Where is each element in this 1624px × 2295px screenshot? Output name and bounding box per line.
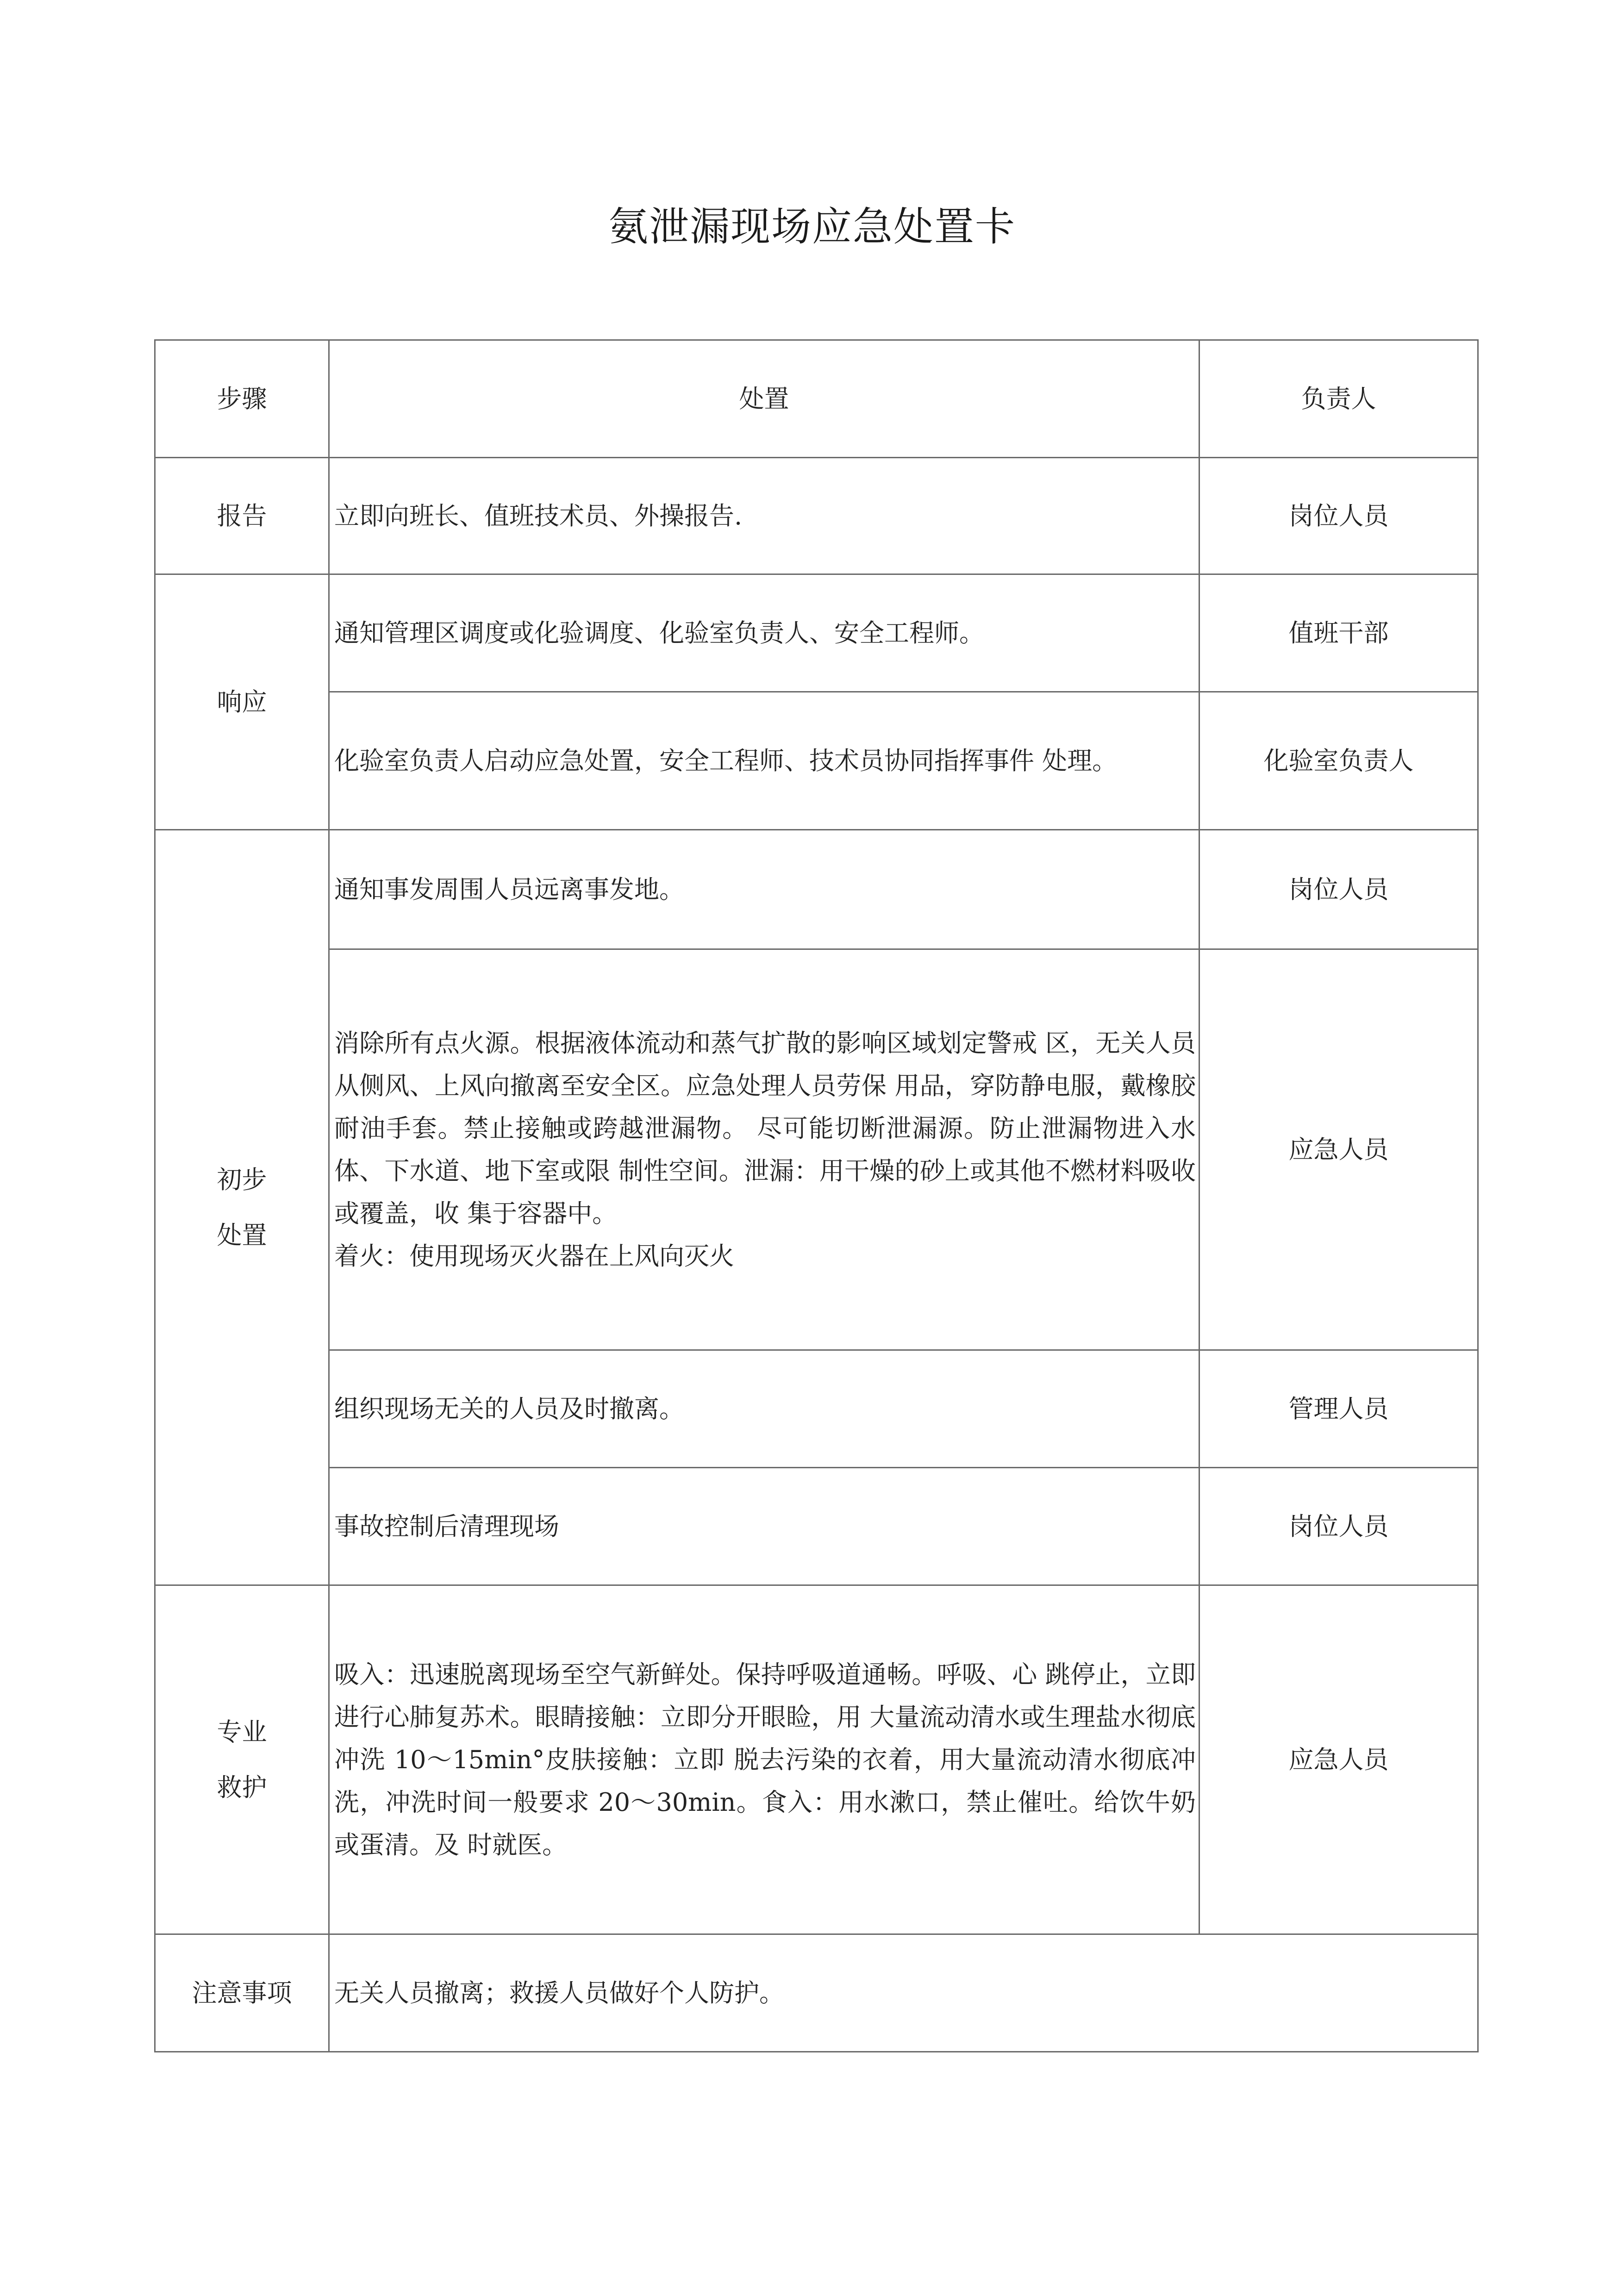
notes-cell: 无关人员撤离；救援人员做好个人防护。 (329, 1934, 1478, 2052)
header-row (155, 340, 1478, 458)
action-text: 吸入：迅速脱离现场至空气新鲜处。保持呼吸道通畅。呼吸、心 跳停止，立即进行心肺复苏术。眼睛接触：立即分开眼睑，用 大量流动清水或生理盐水彻底冲洗 10〜15min°皮肤接触：立即 脱去污染的衣着，用大量流动清水彻底冲洗，冲洗时间一般要求 20〜30min。食入：用水漱口，禁止催吐。给饮牛奶或蛋清。及 时就医。 (334, 1659, 1196, 1859)
action-cell (329, 692, 1199, 830)
action-text: 化验室负责人启动应急处置，安全工程师、技术员协同指挥事件 处理。 (334, 746, 1118, 775)
table-row (155, 1350, 1478, 1468)
action-cell (329, 949, 1199, 1350)
document-title: 氨泄漏现场应急处置卡 (608, 204, 1016, 250)
table-row (155, 458, 1478, 574)
step-rescue (155, 1585, 329, 1934)
action-cell: 立即向班长、值班技术员、外操报告. (329, 458, 1199, 574)
table-row (155, 830, 1478, 949)
action-cell: 通知管理区调度或化验调度、化验室负责人、安全工程师。 (329, 574, 1199, 692)
owner-cell: 岗位人员 (1199, 830, 1478, 949)
owner-cell: 管理人员 (1199, 1350, 1478, 1468)
table-row (155, 692, 1478, 830)
action-text: 消除所有点火源。根据液体流动和蒸气扩散的影响区域划定警戒 区，无关人员从侧风、上风向撤离至安全区。应急处理人员劳保 用品，穿防静电服，戴橡胶耐油手套。禁止接触或跨越泄漏物。 尽可能切断泄漏源。防止泄漏物进入水体、下水道、地下室或限 制性空间。泄漏：用干燥的砂上或其他不燃材料吸收或覆盖，收 集于容器中。 (334, 1028, 1196, 1228)
owner-cell: 岗位人员 (1199, 1468, 1478, 1585)
step-initial (155, 830, 329, 1585)
step-notes: 注意事项 (155, 1934, 329, 2052)
step-label-line: 救护 (217, 1772, 267, 1802)
action-cell: 通知事发周围人员远离事发地。 (329, 830, 1199, 949)
owner-cell: 化验室负责人 (1199, 692, 1478, 830)
table-row (155, 1934, 1478, 2052)
step-respond: 响应 (155, 574, 329, 830)
owner-cell: 应急人员 (1199, 949, 1478, 1350)
table-row (155, 574, 1478, 692)
table-row (155, 949, 1478, 1350)
table-row (155, 1468, 1478, 1585)
owner-cell: 值班干部 (1199, 574, 1478, 692)
step-label-line: 处置 (217, 1220, 267, 1250)
header-owner: 负责人 (1199, 340, 1478, 458)
step-label-line: 初步 (217, 1165, 267, 1194)
step-report: 报告 (155, 458, 329, 574)
owner-cell: 应急人员 (1199, 1585, 1478, 1934)
header-action: 处置 (329, 340, 1199, 458)
action-cell (329, 1585, 1199, 1934)
emergency-card-table (154, 339, 1479, 2052)
action-cell: 事故控制后清理现场 (329, 1468, 1199, 1585)
action-cell: 组织现场无关的人员及时撤离。 (329, 1350, 1199, 1468)
owner-cell: 岗位人员 (1199, 458, 1478, 574)
table-row (155, 1585, 1478, 1934)
action-text-fire: 着火：使用现场灭火器在上风向灭火 (334, 1241, 734, 1271)
header-step: 步骤 (155, 340, 329, 458)
step-label-line: 专业 (217, 1717, 267, 1746)
